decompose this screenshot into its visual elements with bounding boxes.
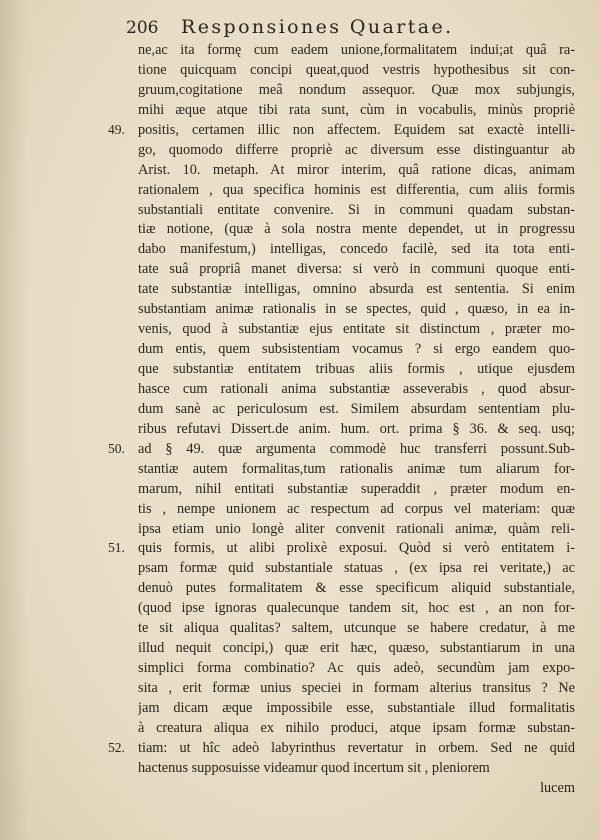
line-text: ipsa etiam unio longè aliter convenit rationali animæ, quàm reli-	[138, 520, 575, 537]
page-number: 206	[126, 18, 159, 38]
line-text: hactenus supposuisse videamur quod incertum sit , pleniorem	[138, 759, 490, 776]
text-line	[0, 259, 600, 279]
line-text: tate suâ propriâ manet diversa: si verò in communi quoque enti-	[138, 261, 575, 278]
text-line	[0, 538, 600, 558]
text-line	[0, 60, 600, 80]
text-line	[0, 140, 600, 160]
text-line	[0, 40, 600, 60]
line-text: tiam: ut hîc adeò labyrinthus revertatur in orbem. Sed ne quid	[138, 739, 575, 756]
line-text: substantiali entitate convenire. Si in communi quadam substan-	[138, 201, 575, 218]
line-text: à creatura aliqua ex nihilo produci, atque ipsam formæ substan-	[138, 719, 575, 736]
text-line	[0, 299, 600, 319]
line-text: ribus refutavi Dissert.de anim. hum. ort. prima § 36. & seq. usq;	[138, 420, 575, 437]
text-line	[0, 479, 600, 499]
text-line	[0, 778, 600, 798]
margin-number: 52.	[108, 739, 125, 755]
margin-number: 50.	[108, 440, 125, 456]
line-text: illud nequit concipi,) quæ erit hæc, quæso, substantiarum in una	[138, 640, 575, 657]
text-line	[0, 439, 600, 459]
text-line	[0, 598, 600, 618]
text-line	[0, 658, 600, 678]
text-line	[0, 459, 600, 479]
text-line	[0, 80, 600, 100]
line-text: tiæ notione, (quæ à sola nostra mente dependet, ut in progressu	[138, 221, 575, 238]
line-text: tione quicquam concipi queat,quod vestris hypothesibus sit con-	[138, 61, 575, 78]
text-line	[0, 100, 600, 120]
text-line	[0, 339, 600, 359]
line-text: ad § 49. quæ argumenta commodè huc transferri possunt.Sub-	[138, 440, 575, 457]
line-text: venis, quod à substantiæ ejus entitate sit distinctum , præter mo-	[138, 321, 575, 338]
running-title: Responsiones Quartae.	[181, 16, 454, 38]
text-line	[0, 419, 600, 439]
line-text: tis , nempe unionem ac respectum ad corpus vel materiam: quæ	[138, 500, 575, 517]
line-text: substantiam animæ rationalis in se spectes, quid , quæso, in ea in-	[138, 301, 575, 318]
text-line	[0, 180, 600, 200]
line-text: que substantiæ entitatem tribuas aliis formis , utique ejusdem	[138, 361, 575, 377]
line-text: jam dicam æque impossibile esse, substantiale illud formalitatis	[138, 699, 575, 716]
line-text: rationalem , qua specifica hominis est differentia, cum aliis formis	[138, 181, 575, 198]
line-text: go, quomodo differre propriè ac diversum esse distinguantur ab	[138, 141, 575, 158]
text-line	[0, 519, 600, 539]
text-line	[0, 678, 600, 698]
text-line	[0, 219, 600, 239]
catchword: lucem	[540, 779, 575, 796]
text-line	[0, 379, 600, 399]
text-line	[0, 279, 600, 299]
text-line	[0, 359, 600, 379]
text-line	[0, 239, 600, 259]
text-line	[0, 618, 600, 638]
text-line	[0, 319, 600, 339]
text-line	[0, 758, 600, 778]
text-line	[0, 160, 600, 180]
line-text: ne,ac ita formę cum eadem unione,formalitatem indui;at quâ ra-	[138, 42, 575, 58]
body-text	[0, 40, 600, 798]
line-text: tate substantiæ intelligas, omnino absurda est sententia. Si enim	[138, 281, 575, 298]
text-line	[0, 718, 600, 738]
margin-number: 51.	[108, 540, 125, 556]
line-text: positis, certamen illic non affectem. Equidem sat exactè intelli-	[138, 121, 575, 138]
line-text: Arist. 10. metaph. At miror interim, quâ ratione dicas, animam	[138, 161, 575, 178]
line-text: te sit aliqua qualitas? saltem, utcunque se habere credatur, à me	[138, 620, 575, 637]
line-text: hasce cum rationali anima substantiæ asseverabis , quod absur-	[138, 380, 575, 397]
line-text: dum sanè ac periculosum est. Similem absurdam sententiam plu-	[138, 400, 575, 417]
line-text: denuò putes formalitatem & esse specificum aliquid substantiale,	[138, 580, 575, 597]
line-text: (quod ipse ignoras qualecunque tandem sit, hoc est , an non for-	[138, 600, 575, 617]
line-text: marum, nihil entitati substantiæ superaddit , præter modum en-	[138, 480, 575, 497]
line-text: quis formis, ut alibi prolixè exposui. Quòd si verò entitatem i-	[138, 540, 575, 557]
line-text: mihi æque atque tibi rata sunt, cùm in vocabulis, minùs propriè	[138, 101, 575, 118]
line-text: gruum,cogitatione meâ nondum assequor. Quæ mox subjungis,	[138, 81, 575, 98]
text-line	[0, 499, 600, 519]
text-line	[0, 698, 600, 718]
text-line	[0, 558, 600, 578]
text-line	[0, 399, 600, 419]
text-line	[0, 638, 600, 658]
line-text: simplici forma combinatio? Ac quis adeò, secundùm jam expo-	[138, 660, 575, 677]
margin-number: 49.	[108, 121, 125, 137]
line-text: dabo manifestum,) intelligas, concedo facilè, sed ita tota enti-	[138, 241, 575, 258]
line-text: sita , erit formæ unius speciei in formam alterius transitus ? Ne	[138, 680, 575, 696]
text-line	[0, 200, 600, 220]
text-line	[0, 120, 600, 140]
line-text: psam formæ quid substantiale statuas , (ex ipsa rei veritate,) ac	[138, 560, 575, 577]
text-line	[0, 578, 600, 598]
line-text: dum entis, quem subsistentiam vocamus ? si ergo eandem quo-	[138, 341, 575, 358]
text-line	[0, 738, 600, 758]
line-text: stantiæ autem formalitas,tum rationalis animæ tum aliarum for-	[138, 460, 575, 477]
